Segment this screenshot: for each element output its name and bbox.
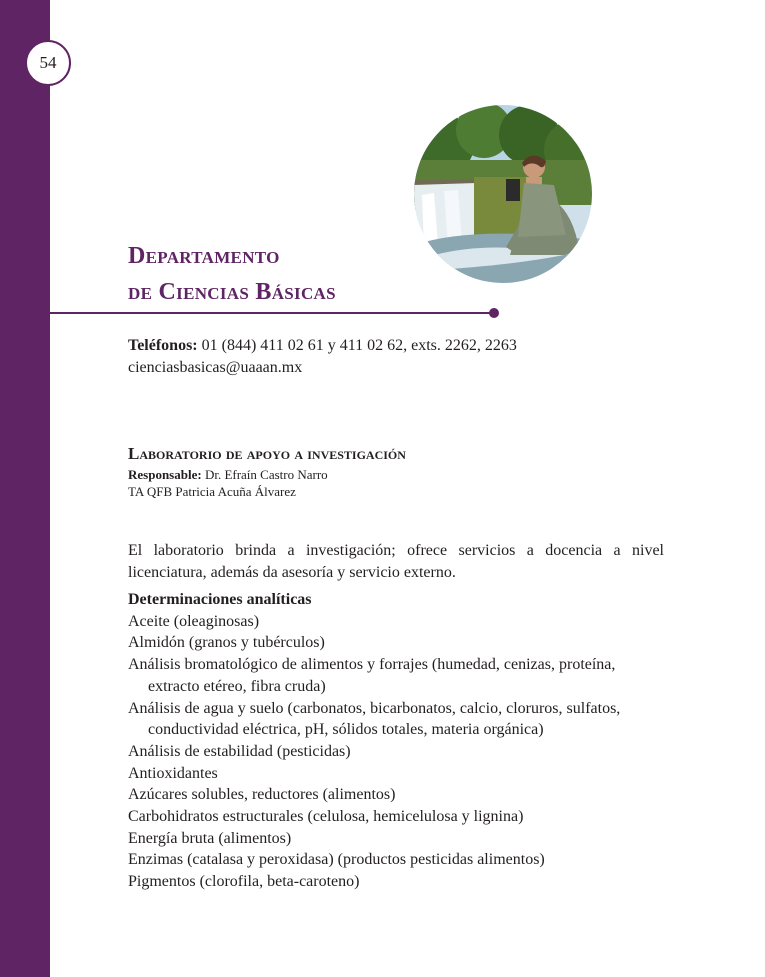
- staff-line: TA QFB Patricia Acuña Álvarez: [128, 484, 296, 499]
- side-band: [0, 0, 50, 977]
- list-item: Azúcares solubles, reductores (alimentos): [128, 786, 396, 804]
- determinations-list: [128, 611, 668, 893]
- list-item: Antioxidantes: [128, 764, 218, 782]
- determinations-section: [128, 589, 668, 893]
- determinations-heading: Determinaciones analíticas: [128, 591, 312, 608]
- page-number: 54: [25, 40, 71, 86]
- responsible-line: [128, 466, 668, 483]
- list-item: Almidón (granos y tubérculos): [128, 634, 325, 652]
- department-title-line1: Departamento: [128, 243, 280, 269]
- phones-line: [128, 335, 517, 357]
- list-item: Enzimas (catalasa y peroxidasa) (productos pesticidas alimentos): [128, 851, 545, 869]
- phones-value: 01 (844) 411 02 61 y 411 02 62, exts. 2262, 2263: [201, 337, 517, 354]
- list-item: Análisis de estabilidad (pesticidas): [128, 742, 351, 760]
- contact-block: [128, 335, 517, 379]
- department-title-line2: de Ciencias Básicas: [128, 279, 336, 305]
- list-item: Análisis de agua y suelo (carbonatos, bicarbonatos, calcio, cloruros, sulfatos, conductividad eléctrica, pH, sólidos totales, materia orgánica): [128, 699, 621, 739]
- phones-label: Teléfonos:: [128, 337, 198, 354]
- lab-header: [128, 442, 668, 500]
- list-item: Análisis bromatológico de alimentos y forrajes (humedad, cenizas, proteína, extracto etéreo, fibra cruda): [128, 656, 616, 695]
- lab-title: Laboratorio de apoyo a investigación: [128, 444, 406, 463]
- list-item: Aceite (oleaginosas): [128, 612, 260, 630]
- responsible-label: Responsable:: [128, 467, 202, 482]
- list-item: Carbohidratos estructurales (celulosa, hemicelulosa y lignina): [128, 808, 524, 826]
- divider-dot: [489, 308, 499, 318]
- waterfall-photo: [414, 105, 592, 283]
- title-divider: [50, 312, 494, 314]
- email-address: cienciasbasicas@uaaan.mx: [128, 359, 303, 376]
- department-title: [128, 238, 336, 310]
- list-item: Energía bruta (alimentos): [128, 829, 292, 847]
- list-item: Pigmentos (clorofila, beta-caroteno): [128, 873, 360, 891]
- lab-description: El laboratorio brinda a investigación; ofrece servicios a docencia a nivel licenciatura, además da asesoría y servicio externo.: [128, 542, 664, 581]
- responsible-name: Dr. Efraín Castro Narro: [204, 467, 328, 482]
